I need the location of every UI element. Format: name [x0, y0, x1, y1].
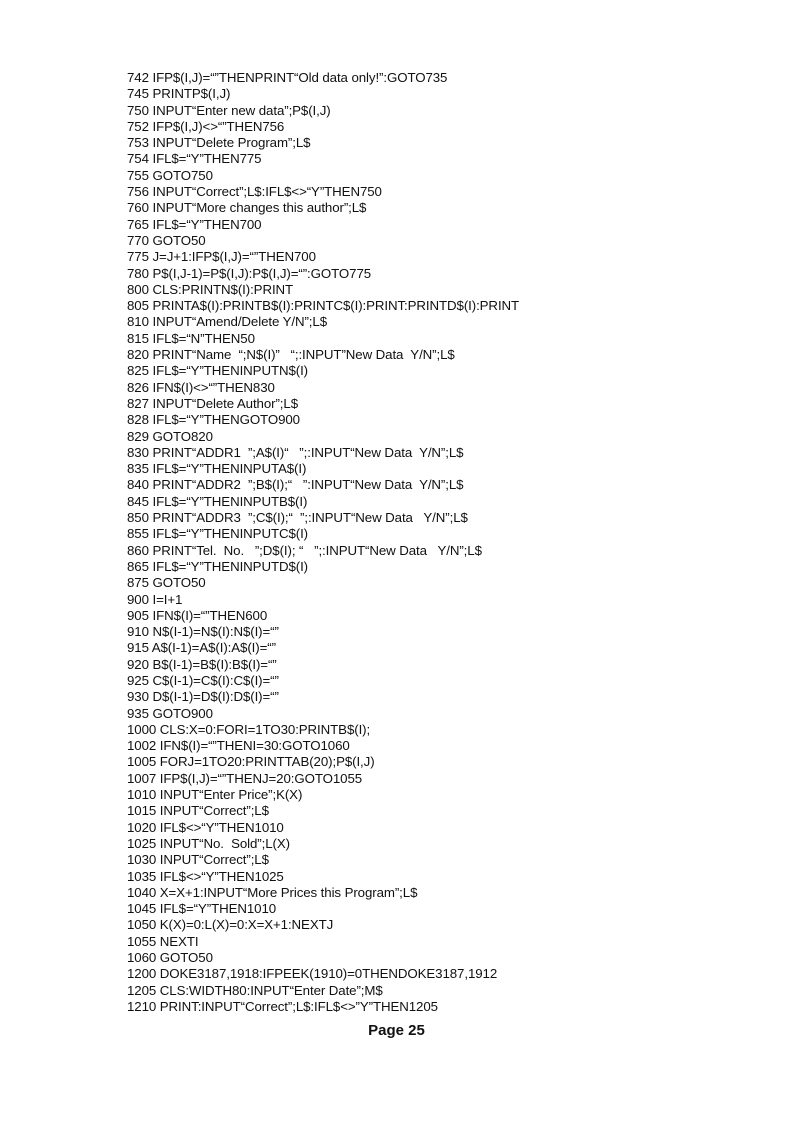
code-line: 1005 FORJ=1TO20:PRINTTAB(20);P$(I,J) [127, 754, 375, 770]
code-line: 1045 IFL$=“Y”THEN1010 [127, 901, 277, 917]
code-line: 765 IFL$=“Y”THEN700 [127, 216, 262, 232]
code-line: 920 B$(I-1)=B$(I):B$(I)=“” [127, 656, 277, 672]
code-line: 1060 GOTO50 [127, 950, 213, 966]
code-line: 753 INPUT“Delete Program”;L$ [127, 135, 311, 151]
code-line: 860 PRINT“Tel. No. ”;D$(I); “ ”;:INPUT“New Data Y/N”;L$ [127, 542, 482, 558]
code-line: 828 IFL$=“Y”THENGOTO900 [127, 412, 300, 428]
code-line: 770 GOTO50 [127, 232, 206, 248]
code-line: 745 PRINTP$(I,J) [127, 86, 231, 102]
code-line: 752 IFP$(I,J)<>“”THEN756 [127, 118, 285, 134]
code-line: 1050 K(X)=0:L(X)=0:X=X+1:NEXTJ [127, 917, 334, 933]
code-line: 1025 INPUT“No. Sold”;L(X) [127, 835, 290, 851]
code-line: 835 IFL$=“Y”THENINPUTA$(I) [127, 461, 307, 477]
code-line: 905 IFN$(I)=“”THEN600 [127, 607, 268, 623]
code-line: 1030 INPUT“Correct”;L$ [127, 852, 269, 868]
code-line: 829 GOTO820 [127, 428, 213, 444]
code-line: 855 IFL$=“Y”THENINPUTC$(I) [127, 526, 309, 542]
code-line: 800 CLS:PRINTN$(I):PRINT [127, 281, 294, 297]
code-line: 820 PRINT“Name “;N$(I)” “;:INPUT”New Data Y/N”;L$ [127, 347, 455, 363]
code-line: 755 GOTO750 [127, 167, 213, 183]
code-line: 840 PRINT“ADDR2 ”;B$(I);“ ”:INPUT“New Data Y/N”;L$ [127, 477, 464, 493]
code-line: 865 IFL$=“Y”THENINPUTD$(I) [127, 558, 309, 574]
code-line: 750 INPUT“Enter new data”;P$(I,J) [127, 102, 331, 118]
code-line: 1000 CLS:X=0:FORI=1TO30:PRINTB$(I); [127, 721, 371, 737]
code-line: 760 INPUT“More changes this author”;L$ [127, 200, 367, 216]
code-line: 826 IFN$(I)<>“”THEN830 [127, 379, 275, 395]
code-line: 1020 IFL$<>“Y”THEN1010 [127, 819, 284, 835]
code-line: 1007 IFP$(I,J)=“”THENJ=20:GOTO1055 [127, 770, 363, 786]
code-line: 925 C$(I-1)=C$(I):C$(I)=“” [127, 672, 279, 688]
code-line: 810 INPUT“Amend/Delete Y/N”;L$ [127, 314, 327, 330]
code-line: 930 D$(I-1)=D$(I):D$(I)=“” [127, 689, 279, 705]
code-line: 845 IFL$=“Y”THENINPUTB$(I) [127, 493, 308, 509]
code-line: 910 N$(I-1)=N$(I):N$(I)=“” [127, 624, 279, 640]
code-line: 815 IFL$=“N”THEN50 [127, 330, 255, 346]
code-line: 1040 X=X+1:INPUT“More Prices this Program”;L$ [127, 884, 418, 900]
code-line: 1035 IFL$<>“Y”THEN1025 [127, 868, 284, 884]
code-line: 754 IFL$=“Y”THEN775 [127, 151, 262, 167]
page-number: Page 25 [368, 1022, 425, 1039]
code-line: 850 PRINT“ADDR3 ”;C$(I);“ ”;:INPUT“New Data Y/N”;L$ [127, 510, 468, 526]
code-line: 1010 INPUT“Enter Price”;K(X) [127, 787, 303, 803]
code-line: 1200 DOKE3187,1918:IFPEEK(1910)=0THENDOKE3187,1912 [127, 966, 498, 982]
code-line: 780 P$(I,J-1)=P$(I,J):P$(I,J)=“”:GOTO775 [127, 265, 372, 281]
code-line: 1015 INPUT“Correct”;L$ [127, 803, 269, 819]
code-line: 1002 IFN$(I)=“”THENI=30:GOTO1060 [127, 738, 350, 754]
code-line: 875 GOTO50 [127, 575, 206, 591]
code-line: 775 J=J+1:IFP$(I,J)=“”THEN700 [127, 249, 316, 265]
code-line: 1210 PRINT:INPUT“Correct”;L$:IFL$<>”Y”THEN1205 [127, 998, 438, 1014]
code-line: 827 INPUT“Delete Author”;L$ [127, 395, 298, 411]
code-line: 915 A$(I-1)=A$(I):A$(I)=“” [127, 640, 276, 656]
code-line: 825 IFL$=“Y”THENINPUTN$(I) [127, 363, 309, 379]
code-line: 805 PRINTA$(I):PRINTB$(I):PRINTC$(I):PRINT:PRINTD$(I):PRINT [127, 298, 520, 314]
code-line: 1205 CLS:WIDTH80:INPUT“Enter Date”;M$ [127, 982, 383, 998]
code-line: 935 GOTO900 [127, 705, 213, 721]
code-line: 742 IFP$(I,J)=“”THENPRINT“Old data only!”:GOTO735 [127, 70, 448, 85]
code-line: 830 PRINT“ADDR1 ”;A$(I)“ ”;:INPUT“New Data Y/N”;L$ [127, 444, 464, 460]
code-line: 900 I=I+1 [127, 591, 183, 607]
code-line: 756 INPUT“Correct”;L$:IFL$<>“Y”THEN750 [127, 184, 382, 200]
code-line: 1055 NEXTI [127, 933, 199, 949]
basic-code-listing [127, 70, 767, 1015]
